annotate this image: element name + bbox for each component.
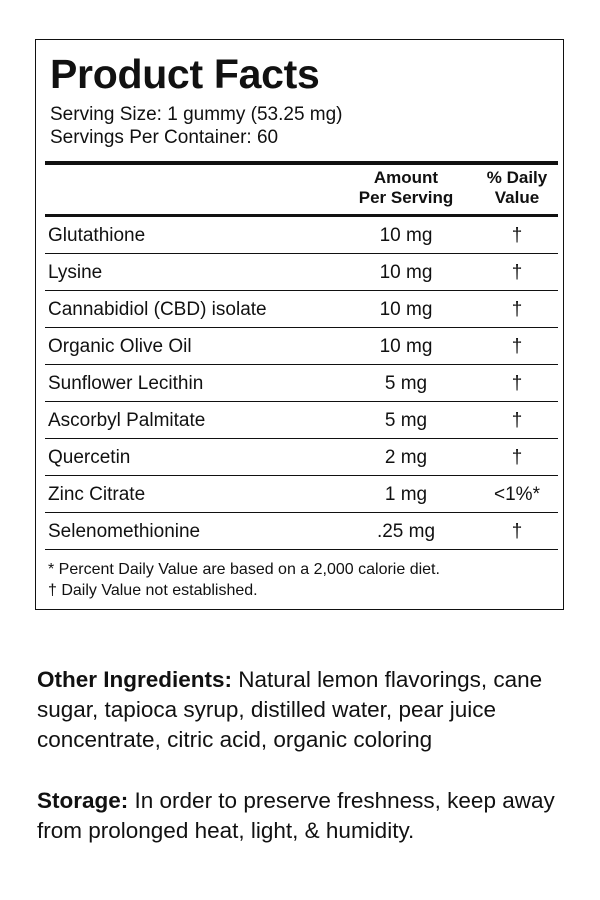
daily-value: † (511, 410, 523, 431)
table-row (45, 254, 558, 291)
footnote-percent-daily-value: * Percent Daily Value are based on a 2,000 calorie diet. (48, 561, 440, 578)
ingredient-name: Zinc Citrate (48, 484, 146, 505)
table-row (45, 365, 558, 402)
ingredient-name: Sunflower Lecithin (48, 373, 204, 394)
daily-value: † (511, 299, 523, 320)
column-header-amount-line-2: Per Serving (358, 188, 454, 207)
ingredient-table (45, 217, 558, 550)
amount-per-serving: 5 mg (384, 410, 428, 431)
table-row (45, 476, 558, 513)
storage-text: In order to preserve freshness, keep away from prolonged heat, light, & humidity. (37, 788, 555, 843)
table-row (45, 513, 558, 550)
daily-value: † (511, 447, 523, 468)
amount-per-serving: 10 mg (379, 225, 433, 246)
ingredient-name: Cannabidiol (CBD) isolate (48, 299, 267, 320)
column-header-daily-value (472, 168, 562, 208)
amount-per-serving: 1 mg (384, 484, 428, 505)
daily-value: <1%* (494, 484, 540, 505)
ingredient-name: Selenomethionine (48, 521, 201, 542)
amount-per-serving: 10 mg (379, 336, 433, 357)
storage-label: Storage: (37, 788, 129, 813)
other-ingredients-text: Natural lemon flavorings, cane sugar, tapioca syrup, distilled water, pear juice concentrate, citric acid, organic coloring (37, 667, 543, 752)
storage-section (37, 786, 577, 846)
amount-per-serving: 10 mg (379, 262, 433, 283)
table-row (45, 217, 558, 254)
amount-per-serving: 10 mg (379, 299, 433, 320)
daily-value: † (511, 262, 523, 283)
table-row (45, 402, 558, 439)
amount-per-serving: .25 mg (376, 521, 436, 542)
table-row (45, 328, 558, 365)
serving-size: Serving Size: 1 gummy (53.25 mg) (50, 104, 343, 125)
column-header-dv-line-2: Value (494, 188, 540, 207)
ingredient-name: Lysine (48, 262, 103, 283)
ingredient-name: Quercetin (48, 447, 131, 468)
other-ingredients-section (37, 665, 577, 755)
amount-per-serving: 5 mg (384, 373, 428, 394)
daily-value: † (511, 521, 523, 542)
daily-value: † (511, 373, 523, 394)
ingredient-name: Organic Olive Oil (48, 336, 192, 357)
daily-value: † (511, 336, 523, 357)
divider-thick-top (45, 161, 558, 165)
daily-value: † (511, 225, 523, 246)
footnote-daily-value-not-established: † Daily Value not established. (48, 582, 258, 599)
table-row (45, 439, 558, 476)
other-ingredients-label: Other Ingredients: (37, 667, 233, 692)
amount-per-serving: 2 mg (384, 447, 428, 468)
column-header-amount-line-1: Amount (373, 168, 439, 187)
column-header-amount (341, 168, 471, 208)
panel-title: Product Facts (50, 51, 320, 97)
table-row (45, 291, 558, 328)
ingredient-name: Ascorbyl Palmitate (48, 410, 206, 431)
product-facts-panel (35, 39, 564, 610)
column-header-dv-line-1: % Daily (486, 168, 548, 187)
servings-per-container: Servings Per Container: 60 (50, 127, 279, 148)
ingredient-name: Glutathione (48, 225, 146, 246)
